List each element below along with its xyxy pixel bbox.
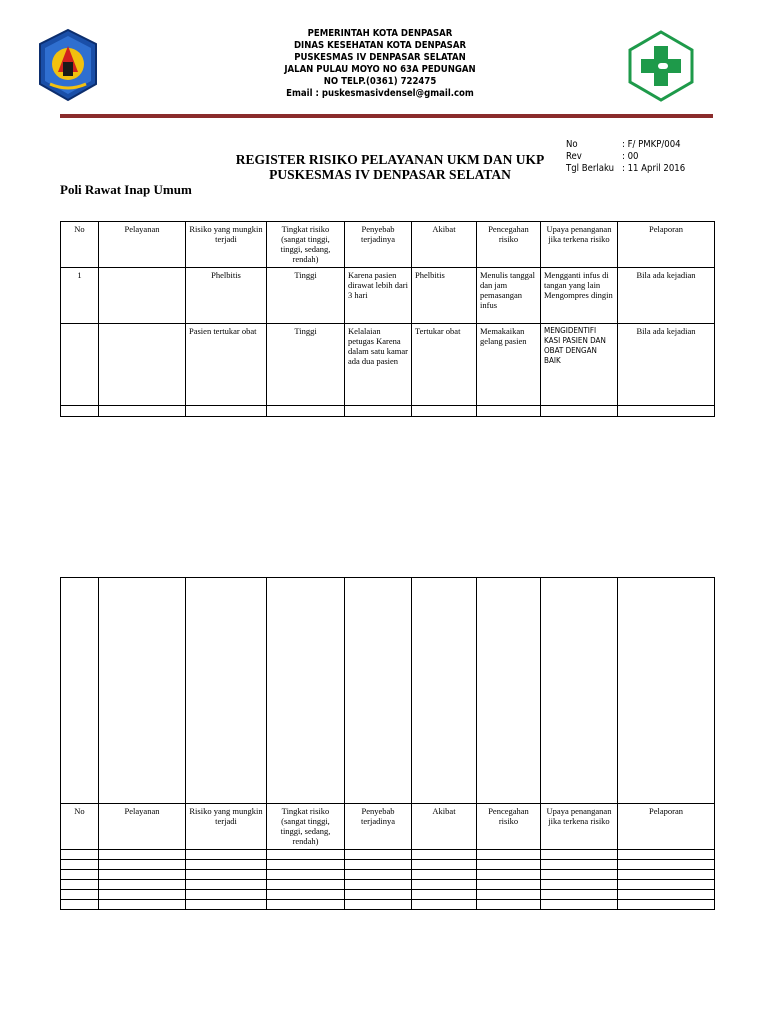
header-cell: Pelayanan: [99, 222, 186, 268]
header-cell: Upaya penanganan jika terkena risiko: [541, 222, 618, 268]
empty-cell: [345, 850, 412, 860]
empty-cell: [477, 850, 541, 860]
empty-cell: [99, 870, 186, 880]
empty-cell: [345, 900, 412, 910]
meta-value: : 11 April 2016: [622, 163, 686, 174]
empty-cell: [345, 406, 412, 417]
header-cell: Pelaporan: [618, 222, 715, 268]
table-row-empty: [61, 890, 715, 900]
empty-cell: [477, 578, 541, 804]
risk-register-table: [60, 221, 715, 417]
empty-cell: [477, 900, 541, 910]
empty-cell: [186, 890, 267, 900]
meta-value: : 00: [622, 151, 639, 162]
empty-cell: [345, 870, 412, 880]
header-cell: Tingkat risiko (sangat tinggi, tinggi, sedang, rendah): [267, 222, 345, 268]
table-row-empty: [61, 880, 715, 890]
empty-cell: [61, 900, 99, 910]
cell-upaya: Mengganti infus di tangan yang lain Mengompres dingin: [541, 268, 618, 324]
empty-cell: [267, 406, 345, 417]
header-cell: Risiko yang mungkin terjadi: [186, 222, 267, 268]
table-row-empty: [61, 870, 715, 880]
table-row-empty: [61, 860, 715, 870]
table-header-row: [61, 804, 715, 850]
empty-cell: [477, 860, 541, 870]
cell-pelayanan: [99, 324, 186, 406]
empty-cell: [477, 406, 541, 417]
empty-cell: [345, 578, 412, 804]
meta-label: Tgl Berlaku: [566, 163, 615, 174]
title-line: PUSKESMAS IV DENPASAR SELATAN: [269, 167, 511, 182]
empty-cell: [618, 900, 715, 910]
empty-cell: [541, 900, 618, 910]
letterhead-line: DINAS KESEHATAN KOTA DENPASAR: [293, 40, 467, 51]
cell-risiko: Phelbitis: [186, 268, 267, 324]
letterhead-line: JALAN PULAU MOYO NO 63A PEDUNGAN: [284, 64, 476, 75]
empty-cell: [618, 406, 715, 417]
empty-cell: [618, 890, 715, 900]
empty-cell: [412, 880, 477, 890]
header-cell: Risiko yang mungkin terjadi: [186, 804, 267, 850]
empty-cell: [99, 850, 186, 860]
cell-tingkat: Tinggi: [267, 268, 345, 324]
cell-pelayanan: [99, 268, 186, 324]
table-row: [61, 268, 715, 324]
empty-cell: [541, 850, 618, 860]
cell-penyebab: Kelalaian petugas Karena dalam satu kamar ada dua pasien: [345, 324, 412, 406]
cell-penyebab: Karena pasien dirawat lebih dari 3 hari: [345, 268, 412, 324]
empty-cell: [345, 880, 412, 890]
unit-name: Poli Rawat Inap Umum: [60, 182, 192, 197]
document-title: [200, 152, 580, 182]
cell-pencegahan: Memakaikan gelang pasien: [477, 324, 541, 406]
empty-cell: [412, 406, 477, 417]
empty-cell: [186, 900, 267, 910]
title-line: REGISTER RISIKO PELAYANAN UKM DAN UKP: [235, 152, 545, 167]
empty-cell: [541, 890, 618, 900]
header-cell: No: [61, 222, 99, 268]
empty-cell: [186, 880, 267, 890]
empty-cell: [412, 900, 477, 910]
empty-cell: [618, 870, 715, 880]
table-row-empty: [61, 406, 715, 417]
cell-akibat: Phelbitis: [412, 268, 477, 324]
empty-cell: [618, 578, 715, 804]
empty-cell: [99, 890, 186, 900]
meta-label: Rev: [566, 151, 582, 162]
document-meta: [566, 139, 685, 175]
letterhead: [180, 28, 580, 100]
table-row-empty: [61, 578, 715, 804]
meta-value: : F/ PMKP/004: [622, 139, 681, 150]
empty-cell: [267, 850, 345, 860]
header-cell: Pelayanan: [99, 804, 186, 850]
header-cell: Pelaporan: [618, 804, 715, 850]
header-cell: Akibat: [412, 222, 477, 268]
empty-cell: [61, 578, 99, 804]
empty-cell: [99, 406, 186, 417]
table-row: [61, 324, 715, 406]
letterhead-line: PUSKESMAS IV DENPASAR SELATAN: [294, 52, 466, 63]
empty-cell: [186, 406, 267, 417]
empty-cell: [267, 880, 345, 890]
empty-cell: [412, 850, 477, 860]
empty-cell: [99, 860, 186, 870]
cell-no: [61, 324, 99, 406]
empty-cell: [186, 870, 267, 880]
denpasar-city-emblem-icon: [36, 28, 100, 102]
empty-cell: [541, 880, 618, 890]
empty-cell: [99, 578, 186, 804]
empty-cell: [477, 890, 541, 900]
empty-cell: [186, 860, 267, 870]
header-cell: Penyebab terjadinya: [345, 804, 412, 850]
empty-cell: [186, 578, 267, 804]
empty-cell: [61, 880, 99, 890]
header-cell: Akibat: [412, 804, 477, 850]
cell-pelaporan: Bila ada kejadian: [618, 324, 715, 406]
cell-upaya: MENGIDENTIFI KASI PASIEN DAN OBAT DENGAN BAIK: [541, 324, 618, 406]
empty-cell: [61, 860, 99, 870]
empty-cell: [412, 860, 477, 870]
empty-cell: [267, 890, 345, 900]
cell-akibat: Tertukar obat: [412, 324, 477, 406]
empty-cell: [61, 870, 99, 880]
empty-cell: [345, 890, 412, 900]
empty-cell: [412, 578, 477, 804]
header-divider: [60, 114, 713, 118]
header-cell: Penyebab terjadinya: [345, 222, 412, 268]
header-cell: Tingkat risiko (sangat tinggi, tinggi, sedang, rendah): [267, 804, 345, 850]
empty-cell: [267, 900, 345, 910]
header-cell: No: [61, 804, 99, 850]
letterhead-email: Email : puskesmasivdensel@gmail.com: [286, 88, 474, 99]
empty-cell: [345, 860, 412, 870]
empty-cell: [61, 406, 99, 417]
empty-cell: [61, 850, 99, 860]
empty-cell: [99, 880, 186, 890]
cell-pelaporan: Bila ada kejadian: [618, 268, 715, 324]
empty-cell: [412, 870, 477, 880]
empty-cell: [541, 406, 618, 417]
empty-cell: [541, 860, 618, 870]
table-header-row: [61, 222, 715, 268]
table-row-empty: [61, 850, 715, 860]
header-cell: Pencegahan risiko: [477, 804, 541, 850]
empty-cell: [99, 900, 186, 910]
letterhead-line: PEMERINTAH KOTA DENPASAR: [307, 28, 453, 39]
empty-cell: [477, 880, 541, 890]
empty-cell: [267, 870, 345, 880]
table-row-empty: [61, 900, 715, 910]
letterhead-line: NO TELP.(0361) 722475: [323, 76, 437, 87]
empty-cell: [618, 880, 715, 890]
cell-no: 1: [61, 268, 99, 324]
risk-register-table-blank: [60, 577, 715, 910]
empty-cell: [477, 870, 541, 880]
cell-tingkat: Tinggi: [267, 324, 345, 406]
header-cell: Upaya penanganan jika terkena risiko: [541, 804, 618, 850]
cell-pencegahan: Menulis tanggal dan jam pemasangan infus: [477, 268, 541, 324]
empty-cell: [541, 578, 618, 804]
meta-label: No: [566, 139, 578, 150]
empty-cell: [186, 850, 267, 860]
empty-cell: [618, 860, 715, 870]
empty-cell: [412, 890, 477, 900]
empty-cell: [267, 578, 345, 804]
cell-risiko: Pasien tertukar obat: [186, 324, 267, 406]
empty-cell: [61, 890, 99, 900]
header-cell: Pencegahan risiko: [477, 222, 541, 268]
empty-cell: [618, 850, 715, 860]
empty-cell: [267, 860, 345, 870]
puskesmas-cross-logo-icon: [628, 30, 694, 102]
empty-cell: [541, 870, 618, 880]
